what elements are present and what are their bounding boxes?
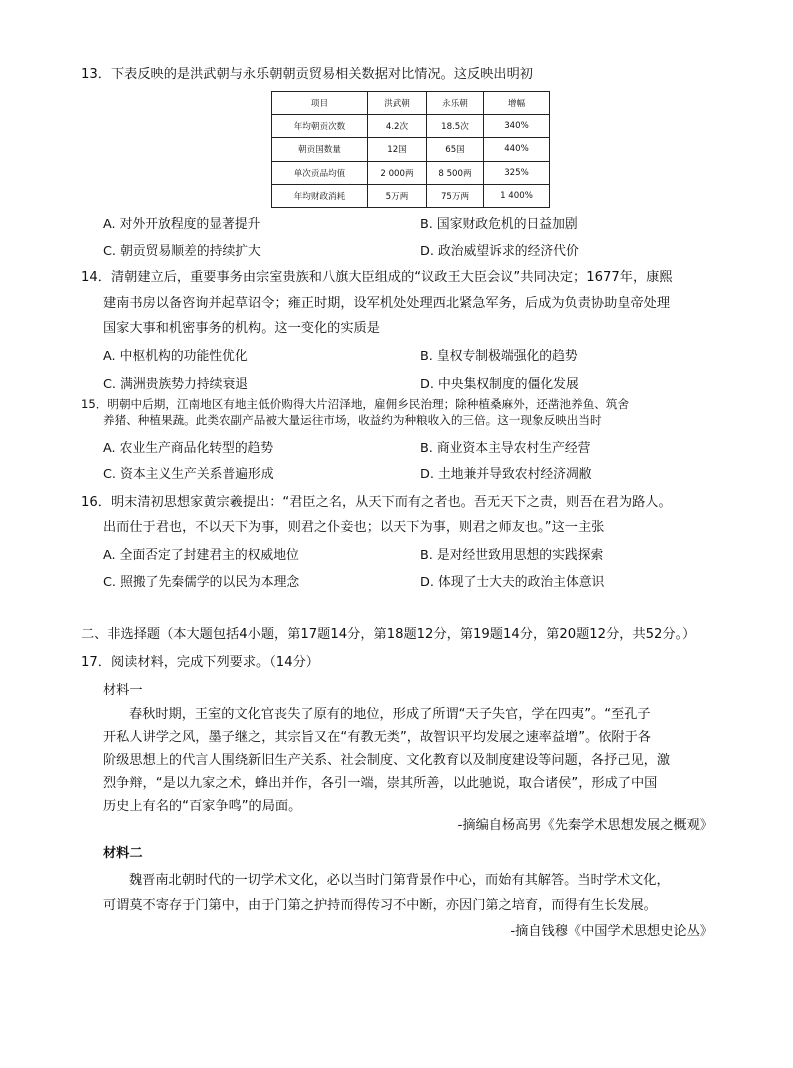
q16-stem-line: 16．明末清初思想家黄宗羲提出：“君臣之名，从天下而有之者也。吾无天下之责，则吾在君为路人。 <box>81 495 672 510</box>
q14-option-c: C. 满洲贵族势力持续衰退 <box>103 377 249 392</box>
q14-option-d: D. 中央集权制度的僵化发展 <box>420 377 579 392</box>
table-cell: 65国 <box>427 138 484 161</box>
table-row <box>272 161 550 184</box>
q15-option-c: C. 资本主义生产关系普遍形成 <box>103 467 274 482</box>
q14-option-b: B. 皇权专制极端强化的趋势 <box>420 349 578 364</box>
table-cell: 2 000两 <box>368 161 427 184</box>
material1-line: 阶级思想上的代言人围绕新旧生产关系、社会制度、文化教育以及制度建设等问题，各抒己见，激 <box>103 753 671 768</box>
table-header-cell: 永乐朝 <box>427 92 484 115</box>
q13-stem: 13．下表反映的是洪武朝与永乐朝朝贡贸易相关数据对比情况。这反映出明初 <box>81 67 533 82</box>
q14-stem-line: 国家大事和机密事务的机构。这一变化的实质是 <box>103 321 380 336</box>
material1-line: 春秋时期，王室的文化官丧失了原有的地位，形成了所谓“天子失官，学在四夷”。“至孔子 <box>129 707 651 722</box>
q13-option-b: B. 国家财政危机的日益加剧 <box>420 217 578 232</box>
material1-line: 开私人讲学之风，墨子继之，其宗旨又在“有教无类”，故智识平均发展之速率益增”。依附于各 <box>103 730 651 745</box>
table-cell: 单次贡品均值 <box>272 161 368 184</box>
q15-stem-line: 养猪、种植果蔬。此类农副产品被大量运往市场，收益约为种粮收入的三倍。这一现象反映出当时 <box>103 413 602 427</box>
table-header-row <box>272 92 550 115</box>
q16-option-b: B. 是对经世致用思想的实践探索 <box>420 548 604 563</box>
table-cell: 年均财政消耗 <box>272 184 368 207</box>
table-cell: 440% <box>484 138 550 161</box>
table-cell: 1 400% <box>484 184 550 207</box>
tribute-trade-table <box>271 91 550 208</box>
material2-line: 可谓莫不寄存于门第中，由于门第之护持而得传习不中断，亦因门第之培育，而得有生长发展。 <box>103 898 657 913</box>
material1-line: 历史上有名的“百家争鸣”的局面。 <box>103 799 302 814</box>
q16-option-a: A. 全面否定了封建君主的权威地位 <box>103 548 299 563</box>
material1-line: 烈争辩，“是以九家之术，蜂出并作，各引一端，崇其所善，以此驰说，取合诸侯”，形成了中国 <box>103 776 658 791</box>
q13-option-d: D. 政治威望诉求的经济代价 <box>420 244 579 259</box>
table-cell: 朝贡国数量 <box>272 138 368 161</box>
q16-option-d: D. 体现了士大夫的政治主体意识 <box>420 575 605 590</box>
table-cell: 340% <box>484 115 550 138</box>
q13-option-a: A. 对外开放程度的显著提升 <box>103 217 261 232</box>
table-cell: 75万两 <box>427 184 484 207</box>
table-cell: 年均朝贡次数 <box>272 115 368 138</box>
q16-option-c: C. 照搬了先秦儒学的以民为本理念 <box>103 575 300 590</box>
q15-option-a: A. 农业生产商品化转型的趋势 <box>103 441 274 456</box>
material2-source: -摘自钱穆《中国学术思想史论丛》 <box>510 924 713 939</box>
q15-stem-line: 15．明朝中后期，江南地区有地主低价购得大片沼泽地，雇佣乡民治理；除种植桑麻外，还凿池养鱼、筑舍 <box>81 397 630 411</box>
material1-source: -摘编自杨高男《先秦学术思想发展之概观》 <box>457 818 713 833</box>
table-cell: 4.2次 <box>368 115 427 138</box>
table-row <box>272 184 550 207</box>
q14-option-a: A. 中枢机构的功能性优化 <box>103 349 248 364</box>
table-header-cell: 增幅 <box>484 92 550 115</box>
table-cell: 12国 <box>368 138 427 161</box>
table-cell: 5万两 <box>368 184 427 207</box>
q15-option-b: B. 商业资本主导农村生产经营 <box>420 441 591 456</box>
material2-line: 魏晋南北朝时代的一切学术文化，必以当时门第背景作中心，而始有其解答。当时学术文化， <box>129 873 670 888</box>
part2-header: 二、非选择题（本大题包括4小题，第17题14分，第18题12分，第19题14分，第20题12分，共52分。） <box>81 627 696 642</box>
table-cell: 18.5次 <box>427 115 484 138</box>
q16-stem-line: 出而仕于君也，不以天下为事，则君之仆妾也；以天下为事，则君之师友也。”这一主张 <box>103 520 605 535</box>
table-row <box>272 115 550 138</box>
material1-title: 材料一 <box>103 683 143 698</box>
q15-option-d: D. 土地兼并导致农村经济凋敝 <box>420 467 592 482</box>
q14-stem-line: 14．清朝建立后，重要事务由宗室贵族和八旗大臣组成的“议政王大臣会议”共同决定；1677年，康熙 <box>81 270 673 285</box>
table-cell: 8 500两 <box>427 161 484 184</box>
q14-stem-line: 建南书房以备咨询并起草诏令；雍正时期，设军机处处理西北紧急军务，后成为负责协助皇帝处理 <box>103 296 671 311</box>
table-header-cell: 项目 <box>272 92 368 115</box>
table-header-cell: 洪武朝 <box>368 92 427 115</box>
material2-title: 材料二 <box>103 846 143 861</box>
q17-stem: 17．阅读材料，完成下列要求。（14分） <box>81 655 319 670</box>
table-row <box>272 138 550 161</box>
table-cell: 325% <box>484 161 550 184</box>
q13-option-c: C. 朝贡贸易顺差的持续扩大 <box>103 244 261 259</box>
